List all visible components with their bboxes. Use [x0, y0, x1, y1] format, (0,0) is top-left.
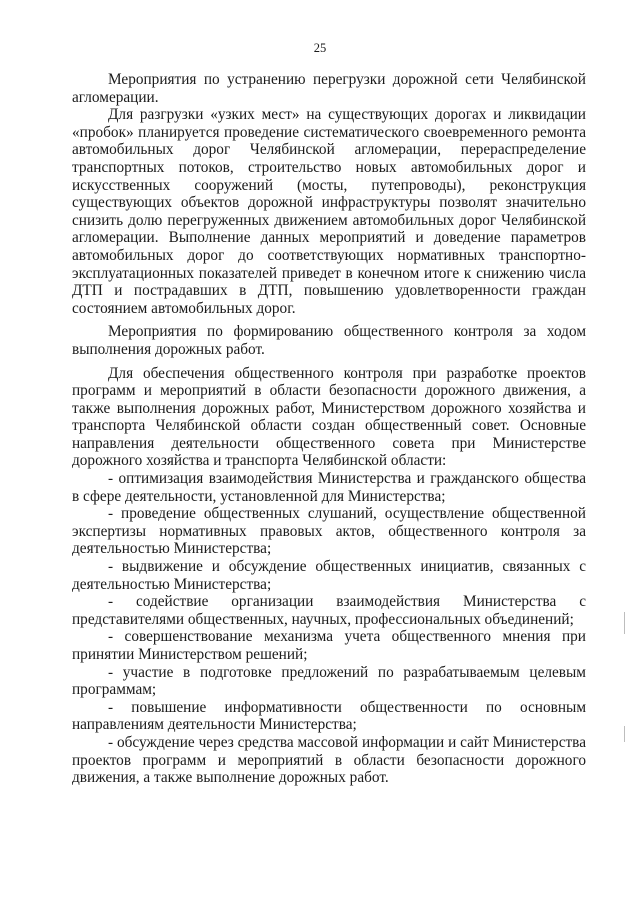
list-item: - участие в подготовке предложений по разрабатываемым целевым программам;	[72, 663, 586, 699]
page-number: 25	[313, 41, 327, 55]
paragraph-public-council: Для обеспечения общественного контроля при разработке проектов программ и мероприятий в области безопасности дорожного движения, а также выполнения дорожных работ, Министерством дорожного хозяйства и транспорта Челябинской области создан общественный совет. Основные направления деятельности общественного совета при Министерстве дорожного хозяйства и транспорта Челябинской области:	[72, 364, 586, 470]
list-item: - содействие организации взаимодействия Министерства с представителями общественных, научных, профессиональных объединений;	[72, 593, 586, 628]
section-heading-public-control: Мероприятия по формированию общественного контроля за ходом выполнения дорожных работ.	[72, 323, 586, 358]
section-heading-congestion: Мероприятия по устранению перегрузки дорожной сети Челябинской агломерации.	[72, 71, 586, 106]
list-item: - выдвижение и обсуждение общественных инициатив, связанных с деятельностью Министерства;	[72, 558, 586, 593]
document-body	[72, 71, 586, 787]
scan-margin-mark	[624, 612, 625, 634]
list-item: - повышение информативности общественности по основным направлениям деятельности Министерства;	[72, 698, 586, 734]
list-item: - обсуждение через средства массовой информации и сайт Министерства проектов программ и мероприятий в области безопасности дорожного движения, а также выполнение дорожных работ.	[72, 733, 586, 787]
scan-margin-mark	[624, 726, 625, 742]
list-item: - оптимизация взаимодействия Министерства и гражданского общества в сфере деятельности, установленной для Министерства;	[72, 470, 586, 505]
paragraph-congestion-measures: Для разгрузки «узких мест» на существующих дорогах и ликвидации «пробок» планируется проведение систематического своевременного ремонта автомобильных дорог Челябинской агломерации, перераспределение транспортных потоков, строительство новых автомобильных дорог и искусственных сооружений (мосты, путепроводы), реконструкция существующих объектов дорожной инфраструктуры позволят значительно снизить долю перегруженных движением автомобильных дорог Челябинской агломерации. Выполнение данных мероприятий и доведение параметров автомобильных дорог до соответствующих нормативных транспортно-эксплуатационных показателей приведет в конечном итоге к снижению числа ДТП и пострадавших в ДТП, повышению удовлетворенности граждан состоянием автомобильных дорог.	[72, 106, 586, 317]
list-item: - проведение общественных слушаний, осуществление общественной экспертизы нормативных правовых актов, общественного контроля за деятельностью Министерства;	[72, 505, 586, 558]
list-item: - совершенствование механизма учета общественного мнения при принятии Министерством решений;	[72, 628, 586, 663]
